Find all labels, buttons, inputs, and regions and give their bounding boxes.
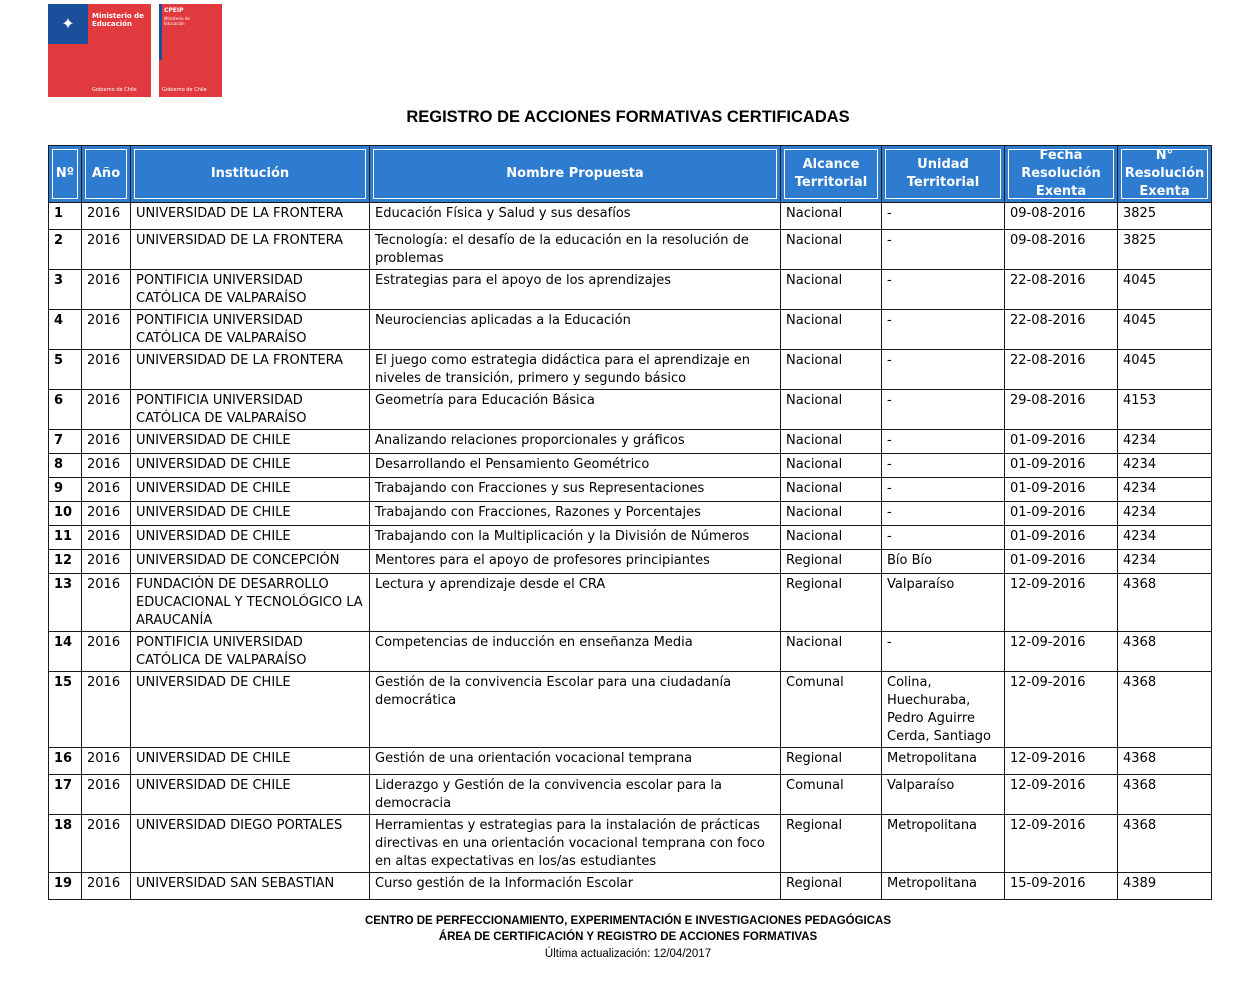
cell-resolution: 4045 bbox=[1118, 270, 1212, 310]
cpeip-footer: Gobierno de Chile bbox=[162, 87, 207, 93]
cell-num: 5 bbox=[49, 350, 82, 390]
cell-resolution: 4045 bbox=[1118, 350, 1212, 390]
mineduc-logo bbox=[48, 4, 151, 97]
cell-resolution: 4234 bbox=[1118, 454, 1212, 478]
cell-num: 2 bbox=[49, 230, 82, 270]
header-num: Nº bbox=[49, 146, 82, 203]
cell-proposal: Trabajando con Fracciones, Razones y Porcentajes bbox=[370, 502, 781, 526]
cpeip-sub1: Ministerio de bbox=[164, 16, 190, 21]
cell-unit: - bbox=[882, 350, 1005, 390]
cell-resolution: 4389 bbox=[1118, 873, 1212, 900]
cell-institution: UNIVERSIDAD DE LA FRONTERA bbox=[131, 350, 370, 390]
cell-unit: Valparaíso bbox=[882, 775, 1005, 815]
cell-year: 2016 bbox=[82, 430, 131, 454]
cell-unit: Metropolitana bbox=[882, 748, 1005, 775]
cell-scope: Nacional bbox=[781, 390, 882, 430]
cell-num: 17 bbox=[49, 775, 82, 815]
cell-resolution: 4045 bbox=[1118, 310, 1212, 350]
cell-scope: Regional bbox=[781, 873, 882, 900]
cell-num: 13 bbox=[49, 574, 82, 632]
cell-num: 14 bbox=[49, 632, 82, 672]
cell-unit: Bío Bío bbox=[882, 550, 1005, 574]
cell-institution: UNIVERSIDAD DE CHILE bbox=[131, 775, 370, 815]
cpeip-title: CPEIP bbox=[164, 7, 184, 14]
cell-institution: UNIVERSIDAD DE LA FRONTERA bbox=[131, 203, 370, 230]
cell-num: 4 bbox=[49, 310, 82, 350]
footer-center-name: CENTRO DE PERFECCIONAMIENTO, EXPERIMENTACIÓN E INVESTIGACIONES PEDAGÓGICAS bbox=[364, 915, 892, 927]
cell-scope: Regional bbox=[781, 574, 882, 632]
cell-year: 2016 bbox=[82, 502, 131, 526]
mineduc-line1: Ministerio de bbox=[92, 12, 144, 20]
cell-proposal: Curso gestión de la Información Escolar bbox=[370, 873, 781, 900]
cell-year: 2016 bbox=[82, 526, 131, 550]
cell-unit: - bbox=[882, 203, 1005, 230]
table-row bbox=[49, 775, 1212, 815]
footer-area-name: ÁREA DE CERTIFICACIÓN Y REGISTRO DE ACCIONES FORMATIVAS bbox=[438, 931, 818, 943]
cell-scope: Nacional bbox=[781, 430, 882, 454]
cell-unit: - bbox=[882, 230, 1005, 270]
cell-date: 01-09-2016 bbox=[1005, 550, 1118, 574]
cell-scope: Nacional bbox=[781, 526, 882, 550]
table-row bbox=[49, 748, 1212, 775]
cell-num: 12 bbox=[49, 550, 82, 574]
cell-date: 01-09-2016 bbox=[1005, 430, 1118, 454]
mineduc-logo-text bbox=[92, 12, 150, 28]
cell-proposal: Educación Física y Salud y sus desafíos bbox=[370, 203, 781, 230]
document-title: REGISTRO DE ACCIONES FORMATIVAS CERTIFICADAS bbox=[406, 108, 850, 126]
cell-year: 2016 bbox=[82, 873, 131, 900]
table-row bbox=[49, 310, 1212, 350]
cpeip-sub2: Educación bbox=[164, 21, 185, 26]
table-row bbox=[49, 230, 1212, 270]
header-resolution: N° Resolución Exenta bbox=[1118, 146, 1212, 203]
cell-unit: - bbox=[882, 502, 1005, 526]
registry-table bbox=[48, 145, 1212, 900]
cell-date: 29-08-2016 bbox=[1005, 390, 1118, 430]
cell-resolution: 4368 bbox=[1118, 632, 1212, 672]
cell-date: 12-09-2016 bbox=[1005, 748, 1118, 775]
cell-num: 6 bbox=[49, 390, 82, 430]
header-scope: Alcance Territorial bbox=[781, 146, 882, 203]
cell-proposal: Analizando relaciones proporcionales y gráficos bbox=[370, 430, 781, 454]
cell-year: 2016 bbox=[82, 815, 131, 873]
table-row bbox=[49, 203, 1212, 230]
cell-date: 12-09-2016 bbox=[1005, 815, 1118, 873]
cell-proposal: Neurociencias aplicadas a la Educación bbox=[370, 310, 781, 350]
cell-date: 12-09-2016 bbox=[1005, 632, 1118, 672]
cell-institution: UNIVERSIDAD DE CHILE bbox=[131, 502, 370, 526]
header-unit: Unidad Territorial bbox=[882, 146, 1005, 203]
cell-resolution: 4234 bbox=[1118, 526, 1212, 550]
cell-proposal: Trabajando con la Multiplicación y la División de Números bbox=[370, 526, 781, 550]
cell-proposal: El juego como estrategia didáctica para el aprendizaje en niveles de transición, primero y segundo básico bbox=[370, 350, 781, 390]
cell-unit: - bbox=[882, 310, 1005, 350]
cell-date: 01-09-2016 bbox=[1005, 526, 1118, 550]
table-row bbox=[49, 526, 1212, 550]
cell-scope: Regional bbox=[781, 815, 882, 873]
cell-proposal: Tecnología: el desafío de la educación en la resolución de problemas bbox=[370, 230, 781, 270]
cell-proposal: Gestión de una orientación vocacional temprana bbox=[370, 748, 781, 775]
cpeip-logo bbox=[159, 4, 222, 97]
cell-resolution: 4368 bbox=[1118, 815, 1212, 873]
cell-date: 01-09-2016 bbox=[1005, 502, 1118, 526]
cell-resolution: 4368 bbox=[1118, 574, 1212, 632]
cell-date: 22-08-2016 bbox=[1005, 270, 1118, 310]
cell-scope: Nacional bbox=[781, 502, 882, 526]
cell-institution: UNIVERSIDAD SAN SEBASTIAN bbox=[131, 873, 370, 900]
cell-num: 19 bbox=[49, 873, 82, 900]
cell-scope: Nacional bbox=[781, 310, 882, 350]
cell-institution: PONTIFICIA UNIVERSIDAD CATÓLICA DE VALPARAÍSO bbox=[131, 310, 370, 350]
cell-institution: FUNDACIÓN DE DESARROLLO EDUCACIONAL Y TECNOLÓGICO LA ARAUCANÍA bbox=[131, 574, 370, 632]
table-row bbox=[49, 350, 1212, 390]
table-row bbox=[49, 270, 1212, 310]
cell-resolution: 4234 bbox=[1118, 550, 1212, 574]
cell-institution: UNIVERSIDAD DE CHILE bbox=[131, 672, 370, 748]
cell-num: 11 bbox=[49, 526, 82, 550]
cell-year: 2016 bbox=[82, 310, 131, 350]
table-header-row bbox=[49, 146, 1212, 203]
cell-num: 9 bbox=[49, 478, 82, 502]
cell-date: 01-09-2016 bbox=[1005, 454, 1118, 478]
cell-proposal: Geometría para Educación Básica bbox=[370, 390, 781, 430]
table-row bbox=[49, 574, 1212, 632]
cell-date: 09-08-2016 bbox=[1005, 203, 1118, 230]
cell-institution: UNIVERSIDAD DE LA FRONTERA bbox=[131, 230, 370, 270]
cell-unit: - bbox=[882, 430, 1005, 454]
cell-proposal: Liderazgo y Gestión de la convivencia escolar para la democracia bbox=[370, 775, 781, 815]
header-year: Año bbox=[82, 146, 131, 203]
cell-proposal: Lectura y aprendizaje desde el CRA bbox=[370, 574, 781, 632]
mineduc-footer: Gobierno de Chile bbox=[92, 87, 137, 93]
table-row bbox=[49, 815, 1212, 873]
coat-of-arms-icon: ✦ bbox=[61, 14, 75, 33]
table-row bbox=[49, 478, 1212, 502]
logos bbox=[48, 4, 222, 97]
cell-num: 15 bbox=[49, 672, 82, 748]
cell-resolution: 4234 bbox=[1118, 502, 1212, 526]
logo-blue-bar bbox=[159, 4, 162, 60]
cell-institution: PONTIFICIA UNIVERSIDAD CATÓLICA DE VALPARAÍSO bbox=[131, 632, 370, 672]
header-date: Fecha Resolución Exenta bbox=[1005, 146, 1118, 203]
header-institution: Institución bbox=[131, 146, 370, 203]
cell-year: 2016 bbox=[82, 203, 131, 230]
cell-year: 2016 bbox=[82, 390, 131, 430]
cell-date: 22-08-2016 bbox=[1005, 350, 1118, 390]
cell-resolution: 4368 bbox=[1118, 748, 1212, 775]
cell-unit: - bbox=[882, 632, 1005, 672]
cell-institution: UNIVERSIDAD DE CHILE bbox=[131, 526, 370, 550]
cell-num: 1 bbox=[49, 203, 82, 230]
cell-year: 2016 bbox=[82, 775, 131, 815]
table-row bbox=[49, 454, 1212, 478]
table-row bbox=[49, 550, 1212, 574]
cell-proposal: Estrategias para el apoyo de los aprendizajes bbox=[370, 270, 781, 310]
table-row bbox=[49, 390, 1212, 430]
cell-scope: Comunal bbox=[781, 775, 882, 815]
cell-scope: Nacional bbox=[781, 230, 882, 270]
table-row bbox=[49, 873, 1212, 900]
cell-year: 2016 bbox=[82, 454, 131, 478]
cell-unit: - bbox=[882, 390, 1005, 430]
cell-scope: Nacional bbox=[781, 203, 882, 230]
table-row bbox=[49, 502, 1212, 526]
cell-proposal: Herramientas y estrategias para la instalación de prácticas directivas en una orientación vocacional temprana con foco en altas expectativas en los/as estudiantes bbox=[370, 815, 781, 873]
cell-year: 2016 bbox=[82, 574, 131, 632]
cell-unit: - bbox=[882, 526, 1005, 550]
cell-proposal: Gestión de la convivencia Escolar para una ciudadanía democrática bbox=[370, 672, 781, 748]
cell-year: 2016 bbox=[82, 632, 131, 672]
cell-date: 15-09-2016 bbox=[1005, 873, 1118, 900]
cell-year: 2016 bbox=[82, 550, 131, 574]
cell-date: 01-09-2016 bbox=[1005, 478, 1118, 502]
cell-scope: Regional bbox=[781, 550, 882, 574]
cell-unit: - bbox=[882, 454, 1005, 478]
cell-institution: UNIVERSIDAD DE CHILE bbox=[131, 430, 370, 454]
cell-resolution: 4153 bbox=[1118, 390, 1212, 430]
cell-resolution: 3825 bbox=[1118, 230, 1212, 270]
cell-resolution: 4234 bbox=[1118, 478, 1212, 502]
cell-scope: Nacional bbox=[781, 454, 882, 478]
cell-num: 8 bbox=[49, 454, 82, 478]
cell-scope: Nacional bbox=[781, 350, 882, 390]
cell-unit: Metropolitana bbox=[882, 873, 1005, 900]
cell-scope: Nacional bbox=[781, 270, 882, 310]
cell-num: 7 bbox=[49, 430, 82, 454]
cell-institution: UNIVERSIDAD DE CHILE bbox=[131, 454, 370, 478]
cell-scope: Nacional bbox=[781, 632, 882, 672]
cell-unit: - bbox=[882, 478, 1005, 502]
cell-institution: PONTIFICIA UNIVERSIDAD CATÓLICA DE VALPARAÍSO bbox=[131, 390, 370, 430]
cell-year: 2016 bbox=[82, 672, 131, 748]
cell-year: 2016 bbox=[82, 478, 131, 502]
cell-proposal: Mentores para el apoyo de profesores principiantes bbox=[370, 550, 781, 574]
cell-unit: - bbox=[882, 270, 1005, 310]
cell-proposal: Competencias de inducción en enseñanza Media bbox=[370, 632, 781, 672]
cell-year: 2016 bbox=[82, 350, 131, 390]
cell-proposal: Trabajando con Fracciones y sus Representaciones bbox=[370, 478, 781, 502]
cell-institution: UNIVERSIDAD DE CONCEPCIÓN bbox=[131, 550, 370, 574]
table-row bbox=[49, 632, 1212, 672]
header-proposal: Nombre Propuesta bbox=[370, 146, 781, 203]
cell-year: 2016 bbox=[82, 748, 131, 775]
cell-scope: Comunal bbox=[781, 672, 882, 748]
cell-date: 22-08-2016 bbox=[1005, 310, 1118, 350]
table-row bbox=[49, 672, 1212, 748]
cell-institution: PONTIFICIA UNIVERSIDAD CATÓLICA DE VALPARAÍSO bbox=[131, 270, 370, 310]
cell-year: 2016 bbox=[82, 230, 131, 270]
cell-resolution: 4368 bbox=[1118, 775, 1212, 815]
mineduc-line2: Educación bbox=[92, 20, 132, 28]
cell-num: 10 bbox=[49, 502, 82, 526]
cell-unit: Valparaíso bbox=[882, 574, 1005, 632]
cell-unit: Metropolitana bbox=[882, 815, 1005, 873]
cell-institution: UNIVERSIDAD DE CHILE bbox=[131, 478, 370, 502]
table-row bbox=[49, 430, 1212, 454]
cell-institution: UNIVERSIDAD DIEGO PORTALES bbox=[131, 815, 370, 873]
cell-date: 12-09-2016 bbox=[1005, 574, 1118, 632]
cell-institution: UNIVERSIDAD DE CHILE bbox=[131, 748, 370, 775]
cell-resolution: 4234 bbox=[1118, 430, 1212, 454]
cell-scope: Nacional bbox=[781, 478, 882, 502]
cell-scope: Regional bbox=[781, 748, 882, 775]
cpeip-sub bbox=[164, 16, 219, 26]
cell-date: 12-09-2016 bbox=[1005, 775, 1118, 815]
cell-date: 12-09-2016 bbox=[1005, 672, 1118, 748]
cell-proposal: Desarrollando el Pensamiento Geométrico bbox=[370, 454, 781, 478]
cell-num: 16 bbox=[49, 748, 82, 775]
cell-unit: Colina, Huechuraba, Pedro Aguirre Cerda, Santiago bbox=[882, 672, 1005, 748]
footer-last-update: Última actualización: 12/04/2017 bbox=[544, 948, 712, 960]
cell-year: 2016 bbox=[82, 270, 131, 310]
cell-resolution: 3825 bbox=[1118, 203, 1212, 230]
cell-date: 09-08-2016 bbox=[1005, 230, 1118, 270]
cell-num: 18 bbox=[49, 815, 82, 873]
cell-num: 3 bbox=[49, 270, 82, 310]
cell-resolution: 4368 bbox=[1118, 672, 1212, 748]
